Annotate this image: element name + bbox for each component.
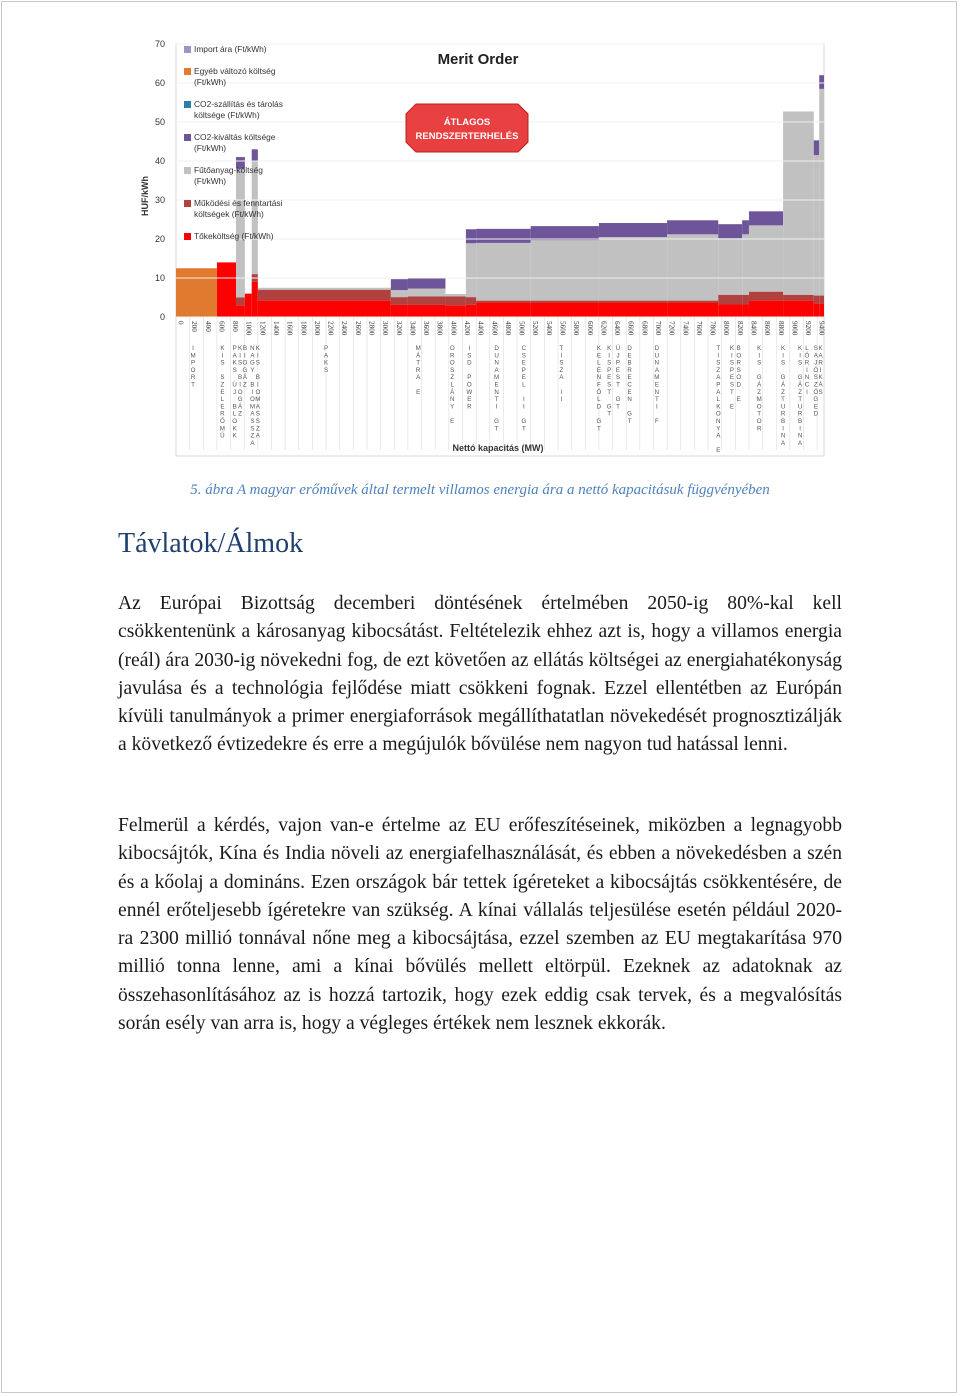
bar-segment-10-layer-3 xyxy=(476,229,531,243)
bar-segment-11-layer-3 xyxy=(531,226,599,240)
plant-label-27: K A R I K Á S xyxy=(818,345,823,396)
merit-order-chart xyxy=(132,30,826,462)
plant-label-10: I S D P O W E R xyxy=(466,345,473,411)
plant-label-23: K I S G Á Z T U R B I N A xyxy=(780,345,786,447)
bar-segment-12-layer-2 xyxy=(599,237,667,301)
x-tick-label-28: 5600 xyxy=(558,321,567,336)
x-tick-label-44: 8800 xyxy=(776,321,785,336)
x-tick-label-6: 1200 xyxy=(258,321,267,336)
average-load-callout xyxy=(406,104,528,152)
plant-label-25: L Ő R I N C I xyxy=(804,345,810,396)
x-tick-label-0: 0 xyxy=(176,321,185,325)
bar-segment-13-layer-1 xyxy=(667,301,718,303)
plant-label-18: D U N A M E N T I F xyxy=(654,345,660,425)
average-load-badge xyxy=(406,104,528,152)
bar-segment-19-layer-3 xyxy=(819,75,824,89)
y-tick-label-5: 50 xyxy=(154,117,165,127)
plant-label-5: N A G Y B I O M A S S Z A xyxy=(249,345,255,447)
x-tick-label-16: 3200 xyxy=(394,321,403,336)
bar-segment-18-layer-0 xyxy=(814,303,819,317)
bar-segment-14-layer-3 xyxy=(718,224,742,238)
x-tick-label-5: 1000 xyxy=(244,321,253,336)
bar-segment-19-layer-1 xyxy=(819,296,824,304)
bar-segment-8-layer-0 xyxy=(445,305,465,317)
plant-label-8: M Á T R A E xyxy=(415,345,421,396)
x-tick-label-30: 6000 xyxy=(585,321,594,336)
bar-segment-12-layer-0 xyxy=(599,303,667,317)
x-tick-label-38: 7600 xyxy=(694,321,703,336)
y-tick-label-7: 70 xyxy=(154,39,165,49)
bar-segment-18-layer-3 xyxy=(814,140,819,155)
x-axis-label: Nettó kapacitás (MW) xyxy=(452,443,544,453)
y-tick-label-1: 10 xyxy=(154,273,165,283)
legend-swatch-1 xyxy=(184,68,191,75)
x-tick-label-33: 6600 xyxy=(626,321,635,336)
y-tick-label-6: 60 xyxy=(154,78,165,88)
plant-label-24: K I S G Á Z T U R B I N A xyxy=(797,345,803,447)
plant-label-15: K I S P E S T G T xyxy=(606,345,612,418)
average-load-label-line2: RENDSZERTERHELÉS xyxy=(415,131,519,142)
body-paragraph-2: Felmerül a kérdés, vajon van-e értelme az EU erőfeszítéseinek, miközben a legnagyobb kibocsájtók, Kína és India növeli az energiafelhasználását, és ebben a növekedésben a szén és a kőolaj a domináns. Ezen országok bár tettek ígéreteket a kibocsájtás csökkentésére, de ennél erőteljesebb ígéretekre van szükség. A kínai vállalás teljesülése esetén például 2020-ra 2300 millió tonnával nőne meg a kibocsájtása, ezzel szemben az EU megtakarítása 970 millió tonna lenne, ami a kínai bővülés mellett eltörpül. Ezeknek az adatoknak az összehasonlításához az is hozzá tartozik, hogy ezek eddig csak tervek, és a megvalósítás során esély van arra is, hogy a végleges értékek nem lesznek ekkorák. xyxy=(118,815,842,1035)
plant-label-4: B I O G Á Z xyxy=(242,345,248,389)
plant-label-17: D E B R E C E N G T xyxy=(627,345,633,425)
plant-label-2: P A K S Ú J B L O K K xyxy=(232,345,238,440)
bar-segment-14-layer-0 xyxy=(718,305,742,317)
x-tick-label-4: 800 xyxy=(231,321,240,332)
bar-segment-11-layer-1 xyxy=(531,301,599,303)
y-tick-label-0: 0 xyxy=(159,312,165,322)
x-tick-label-22: 4400 xyxy=(476,321,485,336)
bar-segment-7-layer-3 xyxy=(408,278,446,289)
x-tick-label-29: 5800 xyxy=(572,321,581,336)
bar-segment-16-layer-3 xyxy=(749,211,783,225)
x-tick-label-34: 6800 xyxy=(640,321,649,336)
bar-segment-5-layer-0 xyxy=(258,301,391,317)
bar-segment-4-layer-3 xyxy=(252,149,258,161)
bar-segment-19-layer-0 xyxy=(819,303,824,317)
bar-segment-13-layer-2 xyxy=(667,234,718,300)
bar-segment-15-layer-2 xyxy=(742,234,749,294)
bar-segment-7-layer-0 xyxy=(408,305,446,317)
y-tick-label-3: 30 xyxy=(154,195,165,205)
plant-label-12: C S E P E L I I G T xyxy=(521,345,527,433)
plant-label-0: I M P O R T xyxy=(190,345,196,389)
y-tick-label-2: 20 xyxy=(154,234,165,244)
bar-segment-4-layer-0 xyxy=(252,282,258,317)
bar-segment-1-layer-0 xyxy=(217,262,236,317)
bar-segment-2-layer-1 xyxy=(236,298,245,306)
bar-segment-7-layer-2 xyxy=(408,289,446,297)
x-tick-label-1: 200 xyxy=(190,321,199,332)
bar-segment-15-layer-0 xyxy=(742,305,749,317)
bar-segment-6-layer-0 xyxy=(391,305,408,317)
legend-label-0: Import ára (Ft/kWh) xyxy=(194,44,267,54)
bar-segment-10-layer-1 xyxy=(476,301,531,303)
legend-label-6: Tőkeköltség (Ft/kWh) xyxy=(194,231,274,241)
x-tick-label-27: 5400 xyxy=(544,321,553,336)
legend-swatch-4 xyxy=(184,167,191,174)
x-tick-label-8: 1600 xyxy=(285,321,294,336)
x-tick-label-45: 9000 xyxy=(790,321,799,336)
bar-segment-8-layer-1 xyxy=(445,296,465,305)
merit-order-svg xyxy=(132,30,826,462)
x-tick-label-14: 2800 xyxy=(367,321,376,336)
x-tick-label-35: 7000 xyxy=(653,321,662,336)
legend-swatch-5 xyxy=(184,200,191,207)
x-tick-label-25: 5000 xyxy=(517,321,526,336)
plant-label-21: B O R S O D E xyxy=(736,345,742,404)
bar-segment-6-layer-3 xyxy=(391,279,408,290)
plant-label-9: O R O S Z L Á N Y E xyxy=(449,345,455,425)
plant-label-6: K I S B I O M A S S Z A xyxy=(255,345,261,440)
plant-label-16: Ú J P E S T G T xyxy=(615,345,621,411)
bar-segment-18-layer-2 xyxy=(814,155,819,295)
bar-segment-19-layer-2 xyxy=(819,89,824,296)
plant-label-7: P A K S xyxy=(323,345,329,374)
bar-segment-11-layer-0 xyxy=(531,303,599,317)
y-axis-label: HUF/kWh xyxy=(140,176,150,216)
legend-swatch-3 xyxy=(184,134,191,141)
x-tick-label-26: 5200 xyxy=(531,321,540,336)
average-load-label-line1: ÁTLAGOS xyxy=(443,117,491,128)
x-tick-label-3: 600 xyxy=(217,321,226,332)
section-heading: Távlatok/Álmok xyxy=(118,528,304,559)
bar-segment-7-layer-1 xyxy=(408,296,446,305)
legend-label-1: Egyéb változó költség (Ft/kWh) xyxy=(194,66,276,87)
chart-title: Merit Order xyxy=(437,51,519,68)
figure-caption: 5. ábra A magyar erőművek által termelt villamos energia ára a nettó kapacitásuk függvényében xyxy=(190,482,770,498)
bar-segment-5-layer-2 xyxy=(258,288,391,290)
x-tick-label-24: 4800 xyxy=(503,321,512,336)
bar-segment-9-layer-1 xyxy=(466,297,476,305)
x-tick-label-19: 3800 xyxy=(435,321,444,336)
legend-label-5: Működési és fenntartási költségek (Ft/kWh) xyxy=(194,198,283,219)
bar-segment-10-layer-0 xyxy=(476,303,531,317)
bar-segment-12-layer-3 xyxy=(599,223,667,237)
legend-label-2: CO2-szállítás és tárolás költsége (Ft/kWh) xyxy=(194,99,283,120)
bar-segment-15-layer-1 xyxy=(742,295,749,305)
x-tick-label-46: 9200 xyxy=(804,321,813,336)
bar-segment-2-layer-0 xyxy=(236,305,245,317)
x-tick-label-17: 3400 xyxy=(408,321,417,336)
bar-segment-16-layer-1 xyxy=(749,292,783,301)
bar-segment-13-layer-3 xyxy=(667,220,718,234)
y-tick-label-4: 40 xyxy=(154,156,165,166)
bar-segment-8-layer-2 xyxy=(445,294,465,296)
body-paragraph-1: Az Európai Bizottság decemberi döntésének értelmében 2050-ig 80%-kal kell csökkentenünk a károsanyag kibocsátást. Feltételezik ehhez azt is, hogy a villamos energia (reál) ára 2030-ig növekedni fog, de ezt követően az ellátás költségei az energiahatékonyság javulása és a technológia fejlődése miatt csökkeni fognak. Ezzel ellentétben az Európán kívüli tanulmányok a primer energiaforrások megállíthatatlan növekedését prognosztizálják a következő évtizedekre és erre a megújulók bővülése nem nagyon tud hatással lenni. xyxy=(118,593,842,756)
bar-segment-6-layer-1 xyxy=(391,297,408,305)
x-tick-label-10: 2000 xyxy=(312,321,321,336)
x-tick-label-23: 4600 xyxy=(490,321,499,336)
x-tick-label-39: 7800 xyxy=(708,321,717,336)
bar-segment-14-layer-1 xyxy=(718,295,742,305)
bar-segment-3-layer-0 xyxy=(245,294,252,317)
plant-label-26: S A J Ó S Z Ö G E D xyxy=(813,345,819,418)
x-tick-label-36: 7200 xyxy=(667,321,676,336)
x-tick-label-13: 2600 xyxy=(353,321,362,336)
plant-label-1: K I S S Z E L E R Ő M Ű xyxy=(219,345,225,440)
plant-label-22: K I S G Á Z M O T O R xyxy=(756,345,762,433)
x-tick-label-40: 8000 xyxy=(722,321,731,336)
legend-label-4: Fűtőanyag-költség (Ft/kWh) xyxy=(194,165,263,186)
bar-segment-13-layer-0 xyxy=(667,303,718,317)
x-tick-label-41: 8200 xyxy=(735,321,744,336)
x-tick-label-7: 1400 xyxy=(271,321,280,336)
bar-segment-6-layer-2 xyxy=(391,290,408,297)
bar-segment-0-layer-4 xyxy=(176,268,217,317)
plant-label-20: K I S P E S T E xyxy=(729,345,734,411)
legend-swatch-0 xyxy=(184,46,191,53)
x-tick-label-47: 9400 xyxy=(817,321,826,336)
x-tick-label-32: 6400 xyxy=(613,321,622,336)
x-tick-label-20: 4000 xyxy=(449,321,458,336)
plant-label-19: T I S Z A P A L K O N Y A E xyxy=(715,345,721,455)
x-tick-label-31: 6200 xyxy=(599,321,608,336)
x-tick-label-37: 7400 xyxy=(681,321,690,336)
bar-segment-14-layer-2 xyxy=(718,238,742,295)
bar-segment-12-layer-1 xyxy=(599,301,667,303)
bar-segment-9-layer-2 xyxy=(466,243,476,297)
x-tick-label-15: 3000 xyxy=(381,321,390,336)
bar-segment-17-layer-0 xyxy=(783,301,814,317)
x-tick-label-21: 4200 xyxy=(462,321,471,336)
x-tick-label-18: 3600 xyxy=(422,321,431,336)
plant-label-14: K E L E N F Ö L D G T xyxy=(596,345,602,433)
bar-segment-5-layer-1 xyxy=(258,290,391,301)
x-tick-label-12: 2400 xyxy=(340,321,349,336)
bar-segment-11-layer-2 xyxy=(531,240,599,300)
legend-swatch-6 xyxy=(184,233,191,240)
plant-label-13: T I S Z A I I xyxy=(559,345,564,404)
bar-segment-9-layer-0 xyxy=(466,305,476,317)
bar-segment-16-layer-2 xyxy=(749,225,783,291)
x-tick-label-42: 8400 xyxy=(749,321,758,336)
bar-segment-15-layer-3 xyxy=(742,220,749,234)
plant-label-3: K I S B I O G Á Z xyxy=(237,345,243,418)
bar-segment-17-layer-2 xyxy=(783,111,814,294)
bar-segment-17-layer-1 xyxy=(783,295,814,301)
x-tick-label-43: 8600 xyxy=(763,321,772,336)
legend-label-3: CO2-kiváltás költsége (Ft/kWh) xyxy=(194,132,276,153)
bar-segment-18-layer-1 xyxy=(814,296,819,304)
x-tick-label-2: 400 xyxy=(203,321,212,332)
bar-segment-9-layer-3 xyxy=(466,229,476,243)
x-tick-label-9: 1800 xyxy=(299,321,308,336)
bar-segment-10-layer-2 xyxy=(476,243,531,301)
plant-label-11: D U N A M E N T I G T xyxy=(494,345,500,433)
legend-swatch-2 xyxy=(184,101,191,108)
x-tick-label-11: 2200 xyxy=(326,321,335,336)
bar-segment-16-layer-0 xyxy=(749,301,783,317)
